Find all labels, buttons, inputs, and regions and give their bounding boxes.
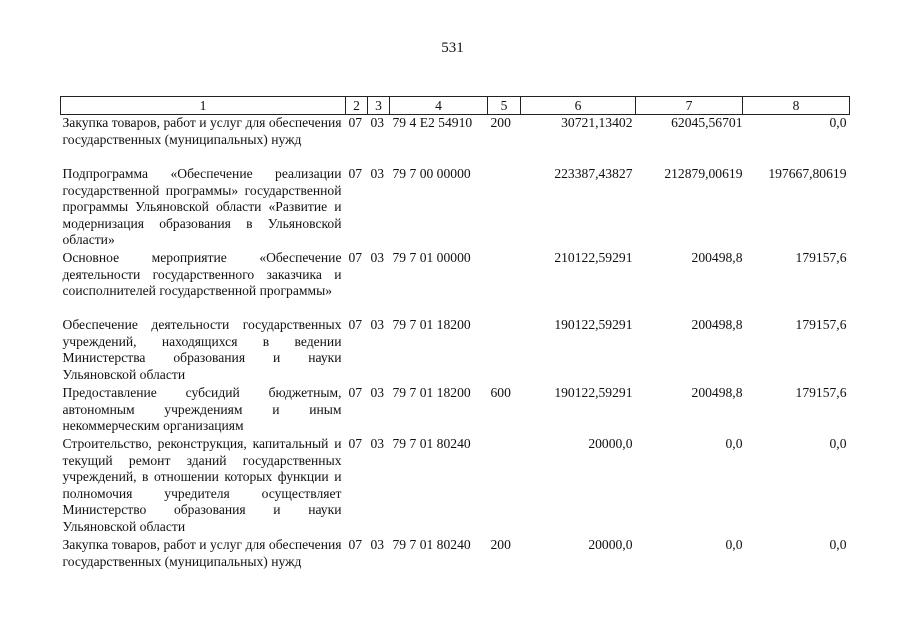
row-rz: 07: [348, 436, 363, 451]
row-name: Подпрограмма «Обеспечение реализации государственной программы» государственной программы Ульяновской области «Развитие и модернизация образования в Ульяновской области»: [62, 166, 342, 247]
row-value-6: 190122,59291: [554, 385, 633, 400]
table-row: [61, 250, 850, 317]
row-csr: 79 7 01 18200: [392, 385, 471, 400]
row-csr: 79 7 01 18200: [392, 317, 471, 332]
row-vr: [488, 250, 521, 317]
row-pr: 03: [370, 166, 385, 181]
row-value-8: 0,0: [829, 436, 847, 451]
row-value-8: 0,0: [829, 537, 847, 552]
row-pr: 03: [370, 537, 385, 552]
row-value-6: 210122,59291: [554, 250, 633, 265]
row-vr: 200: [490, 115, 511, 130]
header-col-8: 8: [743, 97, 850, 115]
row-value-6: 20000,0: [588, 436, 633, 451]
row-value-6: 223387,43827: [554, 166, 633, 181]
row-vr: 600: [490, 385, 511, 400]
page-number: 531: [441, 40, 464, 56]
row-value-8: 179157,6: [795, 250, 847, 265]
row-pr: 03: [370, 385, 385, 400]
row-csr: 79 7 01 00000: [392, 250, 471, 265]
row-rz: 07: [348, 115, 363, 130]
row-value-7: 200498,8: [691, 385, 743, 400]
header-col-6: 6: [521, 97, 636, 115]
row-value-7: 62045,56701: [671, 115, 743, 130]
table-row: [61, 436, 850, 537]
header-col-5: 5: [488, 97, 521, 115]
row-csr: 79 7 01 80240: [392, 436, 471, 451]
row-name: Закупка товаров, работ и услуг для обеспечения государственных (муниципальных) нужд: [62, 537, 342, 569]
row-rz: 07: [348, 537, 363, 552]
row-pr: 03: [370, 115, 385, 130]
row-value-8: 179157,6: [795, 317, 847, 332]
row-value-7: 212879,00619: [664, 166, 743, 181]
row-value-8: 197667,80619: [768, 166, 847, 181]
row-value-7: 200498,8: [691, 317, 743, 332]
table-row: [61, 115, 850, 167]
row-value-7: 200498,8: [691, 250, 743, 265]
header-col-7: 7: [636, 97, 743, 115]
row-name: Основное мероприятие «Обеспечение деятельности государственного заказчика и соисполнителей государственной программы»: [62, 250, 342, 298]
table-row: [61, 537, 850, 588]
header-col-4: 4: [390, 97, 488, 115]
table-row: [61, 317, 850, 385]
row-value-8: 0,0: [829, 115, 847, 130]
row-rz: 07: [348, 317, 363, 332]
budget-table: [60, 96, 850, 588]
header-row: [61, 97, 850, 115]
row-name: Строительство, реконструкция, капитальный и текущий ремонт зданий государственных учреждений, в отношении которых функции и полномочия учредителя осуществляет Министерство образования и науки Ульяновской области: [62, 436, 342, 534]
row-name: Закупка товаров, работ и услуг для обеспечения государственных (муниципальных) нужд: [62, 115, 342, 147]
row-csr: 79 7 01 80240: [392, 537, 471, 552]
row-csr: 79 7 00 00000: [392, 166, 471, 181]
row-vr: [488, 436, 521, 537]
row-vr: 200: [490, 537, 511, 552]
row-rz: 07: [348, 385, 363, 400]
row-rz: 07: [348, 250, 363, 265]
header-col-3: 3: [368, 97, 390, 115]
row-value-6: 30721,13402: [561, 115, 633, 130]
row-value-8: 179157,6: [795, 385, 847, 400]
table-row: [61, 166, 850, 250]
row-value-7: 0,0: [725, 436, 743, 451]
row-pr: 03: [370, 250, 385, 265]
row-pr: 03: [370, 317, 385, 332]
row-csr: 79 4 E2 54910: [392, 115, 473, 130]
row-value-7: 0,0: [725, 537, 743, 552]
table-row: [61, 385, 850, 436]
row-vr: [488, 317, 521, 385]
row-name: Предоставление субсидий бюджетным, автономным учреждениям и иным некоммерческим организациям: [62, 385, 342, 433]
row-value-6: 20000,0: [588, 537, 633, 552]
header-col-2: 2: [346, 97, 368, 115]
row-vr: [488, 166, 521, 250]
row-name: Обеспечение деятельности государственных учреждений, находящихся в ведении Министерства образования и науки Ульяновской области: [62, 317, 342, 382]
header-col-1: 1: [61, 97, 346, 115]
row-value-6: 190122,59291: [554, 317, 633, 332]
row-rz: 07: [348, 166, 363, 181]
row-pr: 03: [370, 436, 385, 451]
